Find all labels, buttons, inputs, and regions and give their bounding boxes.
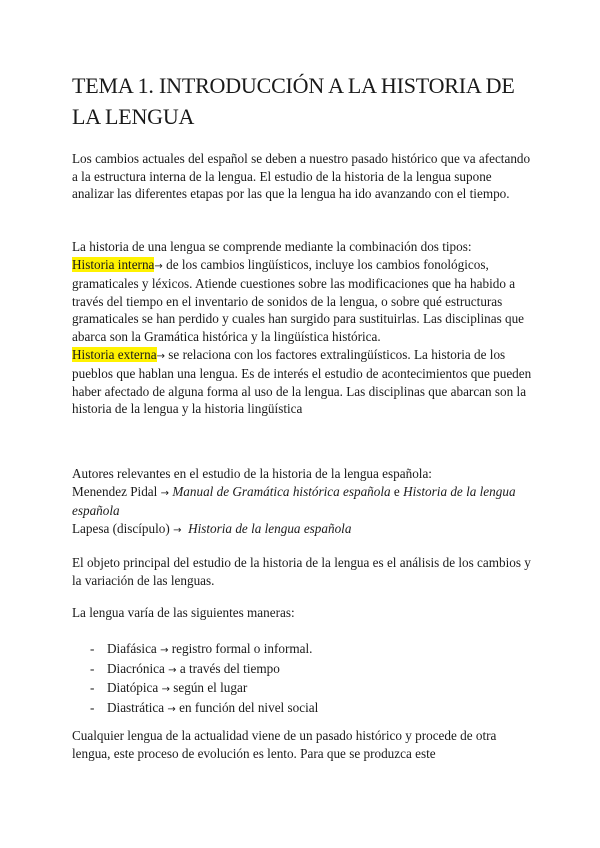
- variation-list-container: [72, 640, 532, 718]
- section-tipos: [72, 238, 532, 418]
- arrow-icon: →: [168, 664, 177, 676]
- highlight-historia-externa: Historia externa: [72, 346, 157, 362]
- variation-desc: según el lugar: [169, 680, 248, 696]
- historia-interna-text: de los cambios lingüísticos, incluye los cambios fonológicos, gramaticales y léxicos. Atiende cuestiones sobre las modificaciones que ha habido a través del tiempo en el inventario de sonidos de la lengua, o sobre qué estructuras gramaticales se han perdido y cuales han surgido para sustituirlas. Las disciplinas que abarca son la Gramática histórica y la lingüística histórica.: [72, 256, 525, 344]
- autor-name: Menendez Pidal: [72, 483, 158, 499]
- variation-desc: en función del nivel social: [175, 699, 319, 715]
- arrow-icon: →: [167, 703, 176, 715]
- highlight-historia-interna: Historia interna: [72, 256, 155, 272]
- paragraph-intro: Los cambios actuales del español se deben a nuestro pasado histórico que va afectando a la estructura interna de la lengua. El estudio de la historia de la lengua supone analizar las diferentes etapas por las que la lengua ha ido avanzando con el tiempo.: [72, 151, 531, 202]
- obra-title: Historia de la lengua española: [72, 483, 516, 519]
- variation-desc: registro formal o informal.: [168, 641, 313, 656]
- obra-title: Manual de Gramática histórica española: [172, 483, 391, 499]
- paragraph-historia-interna: [72, 256, 532, 346]
- paragraph-variacion: La lengua varía de las siguientes maneras:: [72, 605, 295, 620]
- historia-externa-text: se relaciona con los factores extralingüísticos. La historia de los pueblos que hablan una lengua. Es de interés el estudio de acontecimientos que pueden haber afectado de alguna forma al uso de la lengua. Las disciplinas que abarcan son la historia de la lengua y la historia lingüística: [72, 346, 532, 417]
- arrow-icon: →: [161, 684, 170, 696]
- variation-term: Diastrática: [107, 699, 165, 715]
- autor-lapesa: [72, 520, 532, 540]
- variation-term: Diacrónica: [107, 660, 165, 676]
- conjunction-text: e: [390, 483, 404, 499]
- arrow-icon: →: [173, 524, 182, 536]
- arrow-icon: →: [160, 487, 170, 499]
- autores-intro: Autores relevantes en el estudio de la historia de la lengua española:: [72, 466, 432, 481]
- arrow-icon: →: [154, 260, 163, 272]
- variation-term: Diafásica: [107, 641, 157, 656]
- list-item: [72, 660, 532, 680]
- list-item: [72, 640, 532, 660]
- paragraph-evolucion: Cualquier lengua de la actualidad viene de un pasado histórico y procede de otra lengua, este proceso de evolución es lento. Para que se produzca este: [72, 728, 497, 761]
- paragraph-objeto: El objeto principal del estudio de la historia de la lengua es el análisis de los cambios y la variación de las lenguas.: [72, 555, 531, 588]
- autor-name: Lapesa (discípulo): [72, 520, 170, 536]
- arrow-icon: →: [156, 350, 165, 362]
- list-item: [72, 699, 532, 719]
- obra-title: Historia de la lengua española: [188, 520, 352, 536]
- variation-desc: a través del tiempo: [176, 660, 280, 676]
- paragraph-historia-externa: [72, 346, 532, 418]
- autor-menendez-pidal: [72, 483, 532, 520]
- variation-term: Diatópica: [107, 680, 159, 696]
- page-title: TEMA 1. INTRODUCCIÓN A LA HISTORIA DE LA LENGUA: [72, 73, 515, 129]
- list-item: [72, 679, 532, 699]
- arrow-icon: →: [160, 645, 169, 656]
- paragraph-tipos-intro: La historia de una lengua se comprende mediante la combinación dos tipos:: [72, 239, 472, 254]
- variation-list: [72, 640, 532, 718]
- section-autores: [72, 465, 532, 539]
